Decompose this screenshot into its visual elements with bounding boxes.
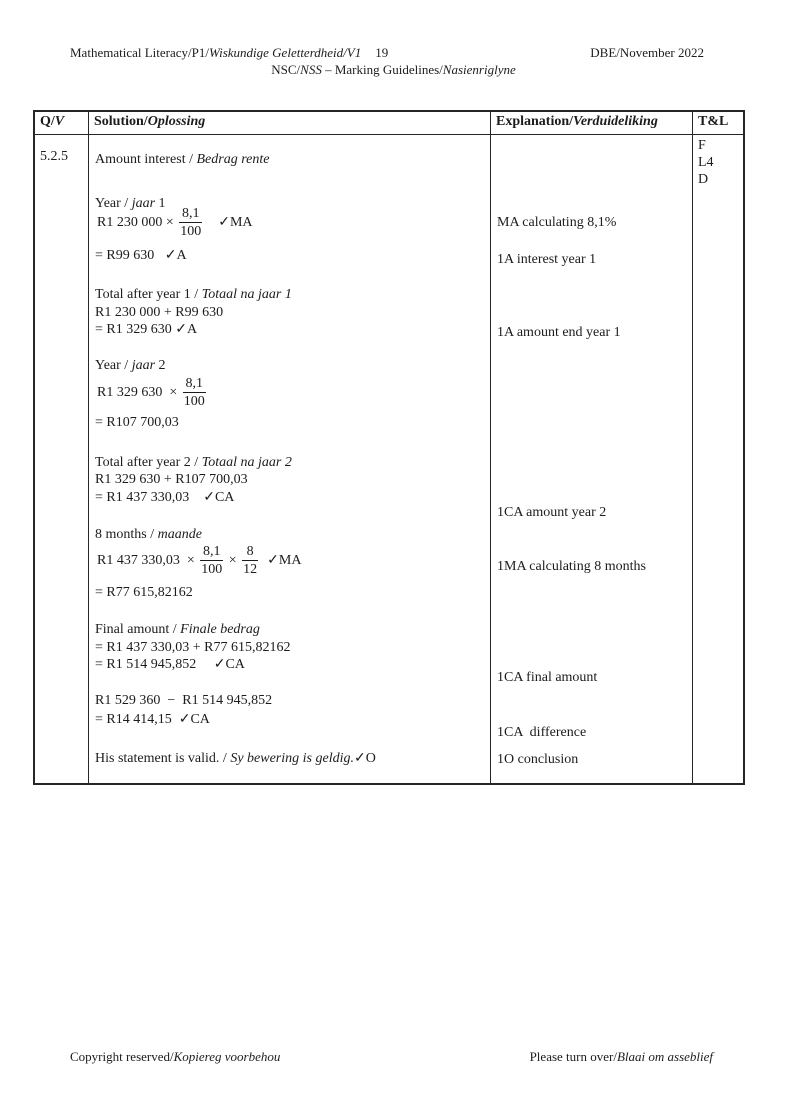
solution-line <box>95 711 210 728</box>
text-run: × <box>225 553 241 568</box>
text-run: R1 230 000 + R99 630 <box>95 305 224 320</box>
page-header <box>70 45 704 61</box>
solution-line <box>95 357 166 374</box>
text-run: NSS <box>300 62 322 77</box>
text-run: = R77 615,82162 <box>95 585 193 600</box>
fraction <box>183 375 206 410</box>
taxonomy-level: F <box>698 138 706 153</box>
text-run: Sy bewering is geldig. <box>230 751 354 766</box>
text-run: Year / <box>95 358 132 373</box>
turn-over-notice <box>530 1049 713 1065</box>
fraction-denominator: 100 <box>180 224 202 239</box>
fraction-denominator: 100 <box>201 562 223 577</box>
text-run: = R1 329 630 ✓A <box>95 322 198 337</box>
header-left <box>70 45 388 61</box>
text-run: R1 230 000 × <box>97 215 178 230</box>
text-run: His statement is valid. / <box>95 751 231 766</box>
text-run: Amount interest / <box>95 152 197 167</box>
column-header-explanation <box>491 112 693 134</box>
solution-line <box>95 750 376 767</box>
explanation-cell <box>491 135 693 783</box>
solution-math-line <box>97 543 301 578</box>
text-run: jaar <box>131 358 156 373</box>
fraction-numerator: 8,1 <box>185 376 203 391</box>
text-run: R1 329 630 × <box>97 385 181 400</box>
question-cell <box>35 135 89 783</box>
page-footer <box>70 1049 713 1065</box>
text-run: Nasienriglyne <box>442 62 516 77</box>
text-run: Mathematical Literacy/P1/ <box>70 45 209 60</box>
taxonomy-level: L4 <box>698 155 714 170</box>
text-run: – Marking Guidelines/ <box>321 62 443 77</box>
solution-line <box>95 414 179 431</box>
table-body-row <box>35 135 743 783</box>
text-run: V <box>54 114 65 129</box>
explanation-item: 1CA amount year 2 <box>497 505 607 520</box>
text-run: R1 329 630 + R107 700,03 <box>95 472 248 487</box>
text-run: = R1 437 330,03 ✓CA <box>95 490 235 505</box>
taxonomy-level-list <box>698 137 714 188</box>
solution-line <box>95 692 272 709</box>
explanation-item: 1A interest year 1 <box>497 252 597 267</box>
solution-line <box>95 621 260 638</box>
document-subtitle <box>0 62 787 78</box>
text-run: Total after year 1 / <box>95 287 202 302</box>
fraction <box>179 205 202 240</box>
solution-line <box>95 471 248 488</box>
explanation-item: 1O conclusion <box>497 752 579 767</box>
explanation-item: 1MA calculating 8 months <box>497 559 646 574</box>
text-run: Oplossing <box>147 114 206 129</box>
tl-cell <box>693 135 743 783</box>
text-run: Q/ <box>40 114 55 129</box>
text-run: Bedrag rente <box>196 152 270 167</box>
text-run: ✓MA <box>260 553 302 568</box>
solution-line <box>95 489 234 506</box>
text-run: Solution/ <box>94 114 148 129</box>
solution-line <box>95 639 290 656</box>
explanation-item: 1CA final amount <box>497 670 598 685</box>
text-run: = R1 437 330,03 + R77 615,82162 <box>95 640 291 655</box>
text-run: maande <box>157 527 202 542</box>
text-run: Verduideliking <box>573 114 658 129</box>
taxonomy-level: D <box>698 172 709 187</box>
page-number: 19 <box>375 45 389 60</box>
column-header-qv <box>35 112 89 134</box>
text-run: = R99 630 ✓A <box>95 248 187 263</box>
text-run: R1 437 330,03 × <box>97 553 199 568</box>
solution-line <box>95 321 197 338</box>
text-run: Finale bedrag <box>180 622 260 637</box>
explanation-item: 1A amount end year 1 <box>497 325 621 340</box>
text-run: R1 529 360 − R1 514 945,852 <box>95 693 273 708</box>
text-run: 1 <box>155 196 166 211</box>
text-run: jaar <box>131 196 156 211</box>
text-run: Total after year 2 / <box>95 455 202 470</box>
text-run: Totaal na jaar 1 <box>201 287 292 302</box>
copyright-notice <box>70 1049 280 1065</box>
solution-math-line <box>97 375 208 410</box>
text-run: T&L <box>698 114 729 129</box>
text-run: Kopiereg voorbehou <box>173 1049 281 1064</box>
fraction-numerator: 8,1 <box>202 544 221 559</box>
solution-line <box>95 286 292 303</box>
document-title <box>70 45 361 61</box>
text-run: = R107 700,03 <box>95 415 179 430</box>
fraction-numerator: 8 <box>246 544 254 559</box>
solution-line <box>95 454 292 471</box>
solution-line <box>95 151 269 168</box>
solution-line <box>95 247 187 264</box>
column-header-solution <box>89 112 491 134</box>
text-run: Copyright reserved/ <box>70 1049 174 1064</box>
text-run: Please turn over/ <box>529 1049 617 1064</box>
solution-line <box>95 584 193 601</box>
text-run: = R1 514 945,852 ✓CA <box>95 657 245 672</box>
exam-session: DBE/November 2022 <box>590 45 704 60</box>
text-run: Year / <box>95 196 132 211</box>
solution-math-line <box>97 205 253 240</box>
solution-line <box>95 526 202 543</box>
text-run: 2 <box>155 358 166 373</box>
fraction-denominator: 12 <box>243 562 258 577</box>
column-header-tl <box>693 112 743 134</box>
solution-line <box>95 304 223 321</box>
fraction-numerator: 8,1 <box>181 206 200 221</box>
text-run: Totaal na jaar 2 <box>201 455 292 470</box>
text-run: 8 months / <box>95 527 158 542</box>
text-run: Blaai om asseblief <box>616 1049 713 1064</box>
table-header-row <box>35 112 743 135</box>
explanation-item: MA calculating 8,1% <box>497 215 617 230</box>
question-number: 5.2.5 <box>40 149 68 164</box>
explanation-item: 1CA difference <box>497 725 587 740</box>
fraction-denominator: 100 <box>183 394 205 409</box>
marking-table <box>33 110 745 785</box>
text-run: Final amount / <box>95 622 181 637</box>
text-run: ✓MA <box>204 215 253 230</box>
solution-line <box>95 656 245 673</box>
text-run: ✓O <box>353 751 376 766</box>
solution-cell <box>89 135 491 783</box>
fraction <box>200 543 223 578</box>
text-run: Explanation/ <box>496 114 574 129</box>
fraction <box>242 543 258 578</box>
text-run: NSC/ <box>271 62 301 77</box>
text-run: Wiskundige Geletterdheid/V1 <box>208 45 362 60</box>
text-run: = R14 414,15 ✓CA <box>95 712 210 727</box>
